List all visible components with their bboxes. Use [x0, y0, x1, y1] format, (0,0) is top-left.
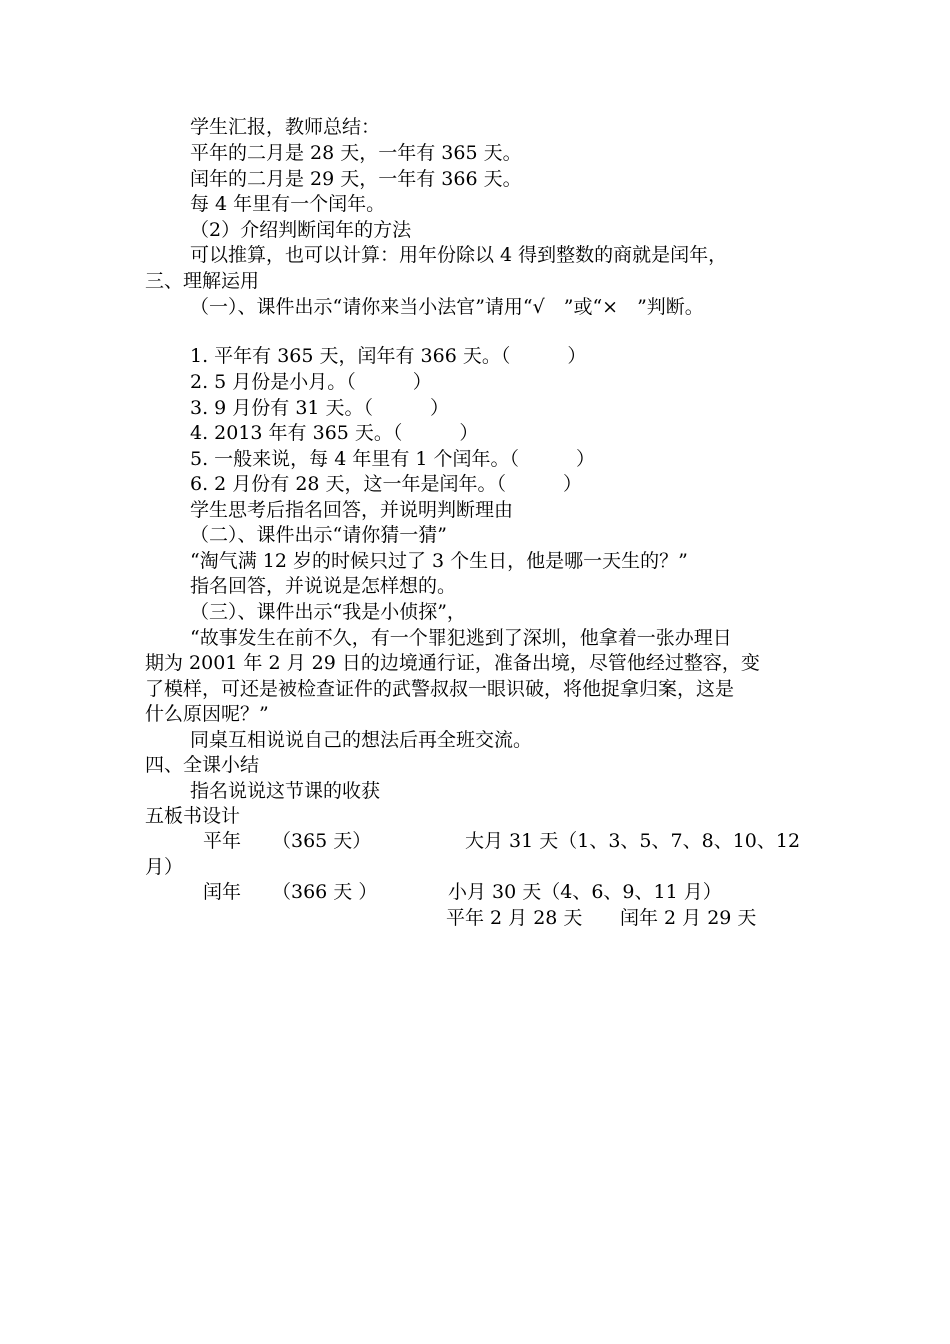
text-line: 指名回答，并说说是怎样想的。 — [190, 575, 457, 597]
text-line: “淘气满 12 岁的时候只过了 3 个生日，他是哪一天生的？” — [190, 550, 688, 572]
text-line: 闰年的二月是 29 天，一年有 366 天。 — [190, 168, 522, 190]
text-line: 平年的二月是 28 天，一年有 365 天。 — [190, 142, 522, 164]
text-line: 每 4 年里有一个闰年。 — [190, 193, 386, 215]
question-item: 5. 一般来说，每 4 年里有 1 个闰年。（ ） — [190, 448, 596, 470]
question-item: 6. 2 月份有 28 天，这一年是闰年。（ ） — [190, 473, 583, 495]
text-line: 可以推算，也可以计算：用年份除以 4 得到整数的商就是闰年， — [190, 244, 728, 266]
board-runnian: 闰年 — [203, 881, 242, 903]
text-line: 学生思考后指名回答，并说明判断理由 — [190, 499, 514, 521]
question-item: 2. 5 月份是小月。（ ） — [190, 371, 432, 393]
paragraph-line: “故事发生在前不久，有一个罪犯逃到了深圳，他拿着一张办理日 — [190, 627, 732, 649]
section-heading: 五板书设计 — [145, 805, 241, 827]
paragraph-line: 期为 2001 年 2 月 29 日的边境通行证，准备出境，尽管他经过整容，变 — [145, 652, 760, 674]
text-line: （2）介绍判断闰年的方法 — [190, 219, 412, 241]
text-line: （三）、课件出示“我是小侦探”， — [190, 601, 466, 623]
text-line: （二）、课件出示“请你猜一猜” — [190, 524, 447, 546]
question-item: 1. 平年有 365 天，闰年有 366 天。（ ） — [190, 345, 587, 367]
paragraph-line: 什么原因呢？” — [145, 703, 269, 725]
board-pingnian-days: （365 天） — [272, 830, 372, 852]
board-dayue-cont: 月） — [145, 856, 184, 878]
board-feb-ping: 平年 2 月 28 天 — [446, 907, 583, 929]
question-item: 3. 9 月份有 31 天。（ ） — [190, 397, 450, 419]
board-xiaoyue: 小月 30 天（4、6、9、11 月） — [448, 881, 722, 903]
board-dayue: 大月 31 天（1、3、5、7、8、10、12 — [465, 830, 801, 852]
text-line: （一）、课件出示“请你来当小法官”请用“√ ”或“× ”判断。 — [190, 296, 704, 318]
question-item: 4. 2013 年有 365 天。（ ） — [190, 422, 479, 444]
section-heading: 三、理解运用 — [145, 270, 260, 292]
board-runnian-days: （366 天 ） — [272, 881, 378, 903]
board-feb-run: 闰年 2 月 29 天 — [620, 907, 757, 929]
text-line: 指名说说这节课的收获 — [190, 780, 381, 802]
text-line: 同桌互相说说自己的想法后再全班交流。 — [190, 729, 533, 751]
section-heading: 四、全课小结 — [145, 754, 260, 776]
paragraph-line: 了模样，可还是被检查证件的武警叔叔一眼识破，将他捉拿归案，这是 — [145, 678, 735, 700]
board-pingnian: 平年 — [203, 830, 242, 852]
text-line: 学生汇报，教师总结： — [190, 116, 381, 138]
